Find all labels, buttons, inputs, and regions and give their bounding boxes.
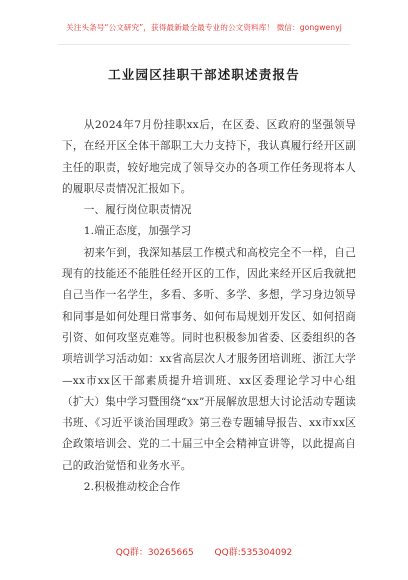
footer-contacts — [0, 545, 408, 558]
section-heading-1: 一、履行岗位职责情况 — [83, 204, 192, 217]
header-divider — [58, 44, 350, 45]
document-body — [62, 115, 356, 498]
footer-qq-group-1: QQ群：30265665 — [115, 548, 194, 558]
subsection-heading-2: 2.积极推动校企合作 — [83, 481, 181, 494]
intro-paragraph: 从2024年7月份挂职xx后，在区委、区政府的坚强领导下，在经开区全体干部职工大力支持下，我认真履行经开区副主任的职责，较好地完成了领导交办的各项工作任务现将本人的履职尽责情况汇报如下。 — [62, 119, 356, 195]
subsection-body-1: 初来乍到，我深知基层工作模式和高校完全不一样，自己现有的技能还不能胜任经开区的工作，因此来经开区后我就把自己当作一名学生，多看、多听、多学、多想，学习身边领导和同事是如何处理日常事务、如何布局规划开发区、如何招商引资、如何攻坚克难等。同时也积极参加省委、区委组织的各项培训学习活动如：xx省高层次人才服务团培训班、浙江大学—xx市xx区干部素质提升培训班、xx区委理论学习中心组（扩大）集中学习暨围绕“xx”开展解放思想大讨论活动专题读书班、《习近平谈治国理政》第三卷专题辅导报告、xx市xx区企政策培训会、党的二十届三中全会精神宣讲等，以此提高自己的政治觉悟和业务水平。 — [62, 246, 356, 472]
footer-qq-group-2: QQ群:535304092 — [214, 548, 293, 558]
header-note: 关注头条号“公文研究”，获得最新最全最专业的公文资料库！ 微信：gongwenyj — [66, 23, 342, 32]
subsection-heading-1: 1.端正态度，加强学习 — [83, 225, 192, 238]
document-title: 工业园区挂职干部述职述责报告 — [108, 67, 300, 82]
